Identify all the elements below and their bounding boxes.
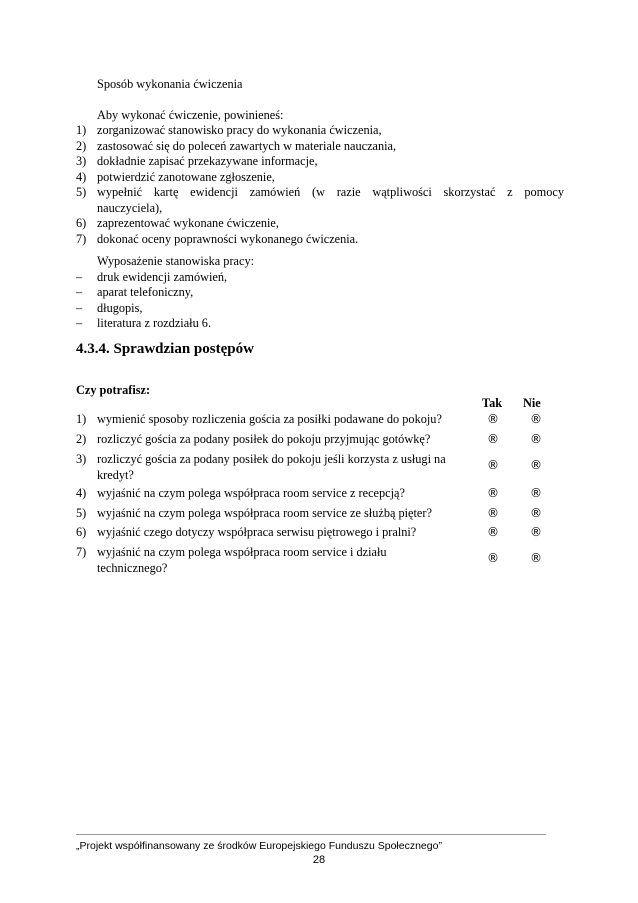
footer-text: „Projekt współfinansowany ze środków Europejskiego Funduszu Społecznego” xyxy=(76,840,442,852)
page-number: 28 xyxy=(312,854,326,866)
no-checkbox[interactable]: ® xyxy=(530,506,542,520)
question-text: wymienić sposoby rozliczenia gościa za posiłki podawane do pokoju? xyxy=(97,412,442,426)
question-number: 6) xyxy=(76,525,87,539)
item-text: zaprezentować wykonane ćwiczenie, xyxy=(97,216,279,230)
no-checkbox[interactable]: ® xyxy=(530,458,542,472)
item-text-continuation: nauczyciela), xyxy=(97,200,163,215)
bullet-item xyxy=(76,301,564,317)
question-row xyxy=(76,486,546,502)
list-item xyxy=(76,216,564,232)
bullet-text: długopis, xyxy=(97,300,143,315)
equipment-title: Wyposażenie stanowiska pracy: xyxy=(97,254,255,268)
no-checkbox[interactable]: ® xyxy=(530,551,542,565)
question-row xyxy=(76,412,546,428)
question-text-continuation: technicznego? xyxy=(97,560,168,575)
bullet-text: literatura z rozdziału 6. xyxy=(97,316,212,330)
section-heading: 4.3.4. Sprawdzian postępów xyxy=(76,341,254,357)
bullet-item xyxy=(76,270,564,286)
list-item xyxy=(76,154,564,170)
item-number: 4) xyxy=(76,169,87,184)
question-row xyxy=(76,525,546,541)
yes-checkbox[interactable]: ® xyxy=(487,506,499,520)
list-item xyxy=(76,185,564,216)
list-item xyxy=(76,123,564,139)
item-number: 2) xyxy=(76,138,87,153)
list-item xyxy=(76,170,564,186)
method-title: Sposób wykonania ćwiczenia xyxy=(97,77,243,91)
item-text: dokładnie zapisać przekazywane informacje, xyxy=(97,154,318,168)
question-text-wrap xyxy=(97,452,457,483)
equipment-section xyxy=(76,254,564,332)
bullet-dash: – xyxy=(76,269,83,284)
item-text: wypełnić kartę ewidencji zamówień (w razie wątpliwości skorzystać z pomocy xyxy=(97,185,564,199)
column-header-no: Nie xyxy=(523,396,541,410)
question-number: 4) xyxy=(76,486,87,500)
yes-checkbox[interactable]: ® xyxy=(487,486,499,500)
item-number: 7) xyxy=(76,231,87,246)
column-header-yes: Tak xyxy=(482,396,503,410)
bullet-dash: – xyxy=(76,316,83,330)
question-text: wyjaśnić na czym polega współpraca room service z recepcją? xyxy=(97,486,405,500)
question-text-wrap xyxy=(97,506,457,522)
item-text: dokonać oceny poprawności wykonanego ćwiczenia. xyxy=(97,231,359,246)
yes-checkbox[interactable]: ® xyxy=(487,432,499,446)
question-number: 3) xyxy=(76,452,87,466)
question-text-wrap xyxy=(97,545,457,576)
question-number: 2) xyxy=(76,432,87,446)
item-number: 3) xyxy=(76,154,87,168)
bullet-text: druk ewidencji zamówień, xyxy=(97,269,228,284)
item-number: 1) xyxy=(76,123,87,137)
item-number: 5) xyxy=(76,185,87,199)
no-checkbox[interactable]: ® xyxy=(530,525,542,539)
yes-checkbox[interactable]: ® xyxy=(487,525,499,539)
question-text-wrap xyxy=(97,486,457,502)
question-row xyxy=(76,545,546,576)
question-text-wrap xyxy=(97,412,457,428)
item-text: potwierdzić zanotowane zgłoszenie, xyxy=(97,169,275,184)
question-number: 7) xyxy=(76,545,87,559)
questions-title: Czy potrafisz: xyxy=(76,383,151,397)
question-text-wrap xyxy=(97,525,457,541)
yes-checkbox[interactable]: ® xyxy=(487,551,499,565)
question-text-continuation: kredyt? xyxy=(97,467,134,482)
item-number: 6) xyxy=(76,216,87,230)
item-text-wrap xyxy=(97,185,564,216)
bullet-dash: – xyxy=(76,285,83,299)
question-text: rozliczyć gościa za podany posiłek do pokoju jeśli korzysta z usługi na xyxy=(97,452,446,466)
item-text: zorganizować stanowisko pracy do wykonania ćwiczenia, xyxy=(97,123,382,137)
bullet-item xyxy=(76,285,564,301)
question-row xyxy=(76,432,546,448)
question-text: rozliczyć gościa za podany posiłek do pokoju przyjmując gotówkę? xyxy=(97,432,431,446)
question-text: wyjaśnić na czym polega współpraca room service i działu xyxy=(97,545,387,559)
yes-checkbox[interactable]: ® xyxy=(487,412,499,426)
bullet-text: aparat telefoniczny, xyxy=(97,285,194,299)
no-checkbox[interactable]: ® xyxy=(530,412,542,426)
item-text: zastosować się do poleceń zawartych w materiale nauczania, xyxy=(97,138,397,153)
question-text: wyjaśnić czego dotyczy współpraca serwisu piętrowego i pralni? xyxy=(97,525,417,539)
question-text: wyjaśnić na czym polega współpraca room service ze służbą pięter? xyxy=(97,506,432,520)
bullet-item xyxy=(76,316,564,332)
question-row xyxy=(76,506,546,522)
question-text-wrap xyxy=(97,432,457,448)
list-item xyxy=(76,232,564,248)
bullet-dash: – xyxy=(76,300,83,315)
question-number: 5) xyxy=(76,506,87,520)
list-item xyxy=(76,139,564,155)
method-section xyxy=(76,77,564,247)
method-intro: Aby wykonać ćwiczenie, powinieneś: xyxy=(97,107,284,122)
no-checkbox[interactable]: ® xyxy=(530,486,542,500)
yes-checkbox[interactable]: ® xyxy=(487,458,499,472)
footer-divider xyxy=(76,834,546,835)
no-checkbox[interactable]: ® xyxy=(530,432,542,446)
question-number: 1) xyxy=(76,412,87,426)
question-row xyxy=(76,452,546,483)
